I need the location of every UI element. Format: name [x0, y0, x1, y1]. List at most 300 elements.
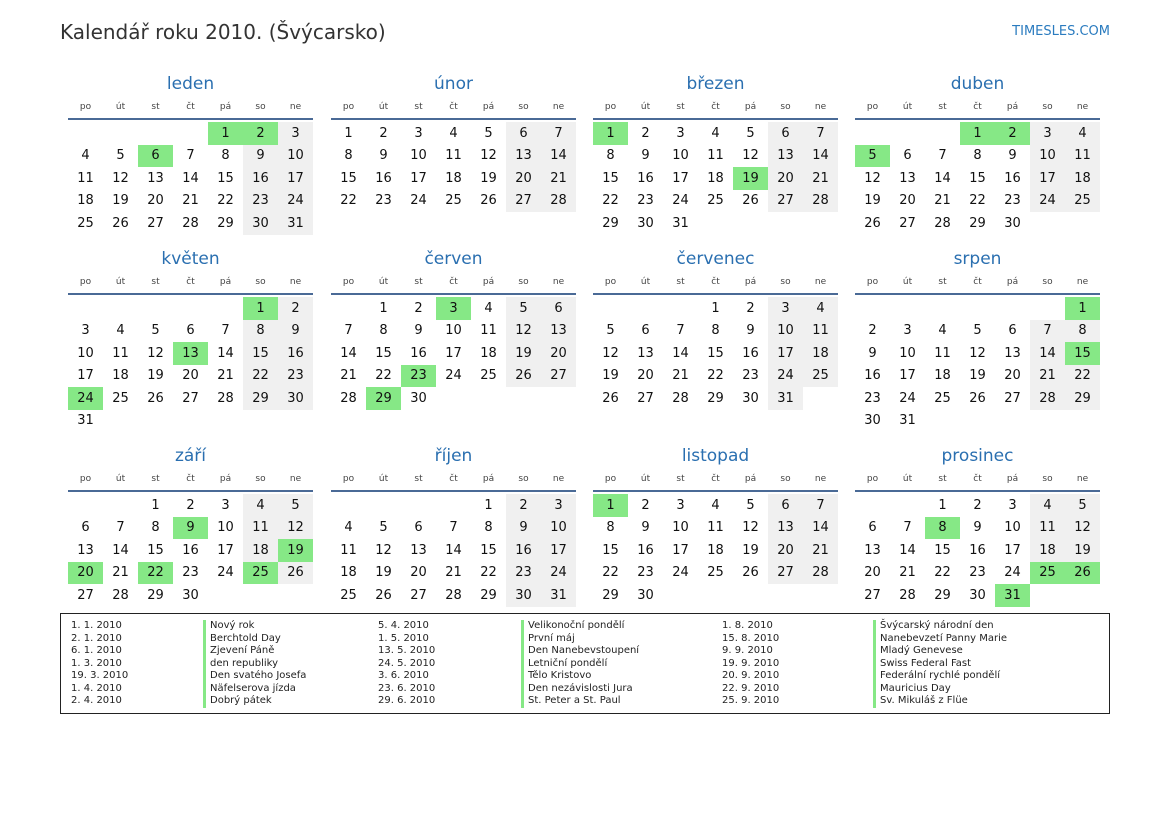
weekday-label: pá: [482, 102, 495, 112]
day-cell: 25: [707, 565, 724, 581]
day-cell: 27: [864, 587, 881, 603]
day-cell: 3: [1008, 497, 1017, 513]
day-cell: 13: [768, 145, 803, 168]
empty-cell: [855, 122, 890, 145]
empty-cell: [890, 122, 925, 145]
holiday-date: 1. 5. 2010: [378, 632, 429, 644]
weekday-label: so: [780, 102, 791, 112]
day-cell: 27: [899, 215, 916, 231]
empty-cell: [628, 297, 663, 320]
empty-cell: [331, 297, 366, 320]
holiday-name: Sv. Mikuláš z Flüe: [873, 695, 1007, 708]
weekday-header: [68, 271, 313, 295]
empty-cell: [995, 297, 1030, 320]
holiday-date: 5. 4. 2010: [378, 620, 429, 631]
day-cell: 23: [243, 190, 278, 213]
weekday-label: út: [378, 474, 389, 484]
day-cell: 6: [81, 520, 90, 536]
month-2: [331, 73, 576, 212]
month-name: prosinec: [941, 446, 1014, 466]
day-cell: 6: [768, 494, 803, 517]
empty-cell: [593, 297, 628, 320]
day-cell: 19: [742, 542, 759, 558]
weekday-label: út: [115, 474, 126, 484]
weekday-label: pá: [219, 102, 232, 112]
day-cell: 2: [414, 300, 423, 316]
holiday-date: 2. 4. 2010: [71, 695, 122, 706]
day-cell: 12: [506, 320, 541, 343]
legend-names-col-3: [873, 620, 1007, 708]
holiday-name: Den svatého Josefa: [203, 670, 306, 683]
holiday-day-cell: 1: [1065, 297, 1100, 320]
day-cell: 31: [672, 215, 689, 231]
day-cell: 17: [672, 542, 689, 558]
weekday-label: út: [902, 277, 913, 287]
day-cell: 19: [1065, 539, 1100, 562]
weekday-label: st: [938, 277, 947, 287]
day-cell: 5: [606, 323, 615, 339]
holiday-day-cell: 2: [243, 122, 278, 145]
day-cell: 3: [278, 122, 313, 145]
day-cell: 10: [899, 345, 916, 361]
day-cell: 3: [768, 297, 803, 320]
day-cell: 2: [641, 497, 650, 513]
day-cell: 4: [803, 297, 838, 320]
day-cell: 6: [903, 148, 912, 164]
empty-cell: [138, 122, 173, 145]
day-cell: 28: [445, 587, 462, 603]
day-cell: 24: [278, 190, 313, 213]
weekday-label: po: [79, 277, 92, 287]
day-cell: 15: [707, 345, 724, 361]
weekday-label: so: [1042, 102, 1053, 112]
day-cell: 24: [768, 365, 803, 388]
day-cell: 23: [969, 565, 986, 581]
day-cell: 3: [541, 494, 576, 517]
month-name: červenec: [676, 249, 755, 269]
month-name: říjen: [434, 446, 473, 466]
day-cell: 18: [934, 368, 951, 384]
holiday-day-cell: 3: [436, 297, 471, 320]
day-cell: 18: [445, 170, 462, 186]
day-cell: 4: [116, 323, 125, 339]
day-cell: 7: [186, 148, 195, 164]
day-cell: 31: [541, 584, 576, 607]
site-link[interactable]: TIMESLES.COM: [1012, 24, 1110, 39]
day-cell: 26: [742, 193, 759, 209]
day-grid: [593, 494, 838, 607]
day-cell: 5: [484, 125, 493, 141]
holiday-date: 22. 9. 2010: [722, 682, 780, 694]
day-cell: 28: [803, 562, 838, 585]
weekday-label: po: [866, 277, 879, 287]
day-cell: 16: [182, 542, 199, 558]
day-cell: 4: [1065, 122, 1100, 145]
day-grid: [593, 297, 838, 410]
weekday-header: [593, 468, 838, 492]
day-cell: 28: [803, 190, 838, 213]
day-cell: 14: [803, 517, 838, 540]
day-cell: 8: [973, 148, 982, 164]
day-cell: 13: [768, 517, 803, 540]
month-6: [331, 248, 576, 410]
month-name: červen: [424, 249, 483, 269]
legend-dates-col-1: [71, 620, 128, 708]
day-cell: 12: [480, 148, 497, 164]
day-cell: 15: [243, 342, 278, 365]
day-cell: 3: [1030, 122, 1065, 145]
day-cell: 26: [506, 365, 541, 388]
day-cell: 24: [445, 368, 462, 384]
month-5: [68, 248, 313, 432]
day-cell: 8: [711, 323, 720, 339]
day-cell: 1: [938, 497, 947, 513]
day-cell: 12: [147, 345, 164, 361]
day-cell: 21: [1030, 365, 1065, 388]
day-cell: 27: [182, 390, 199, 406]
weekday-label: ne: [552, 277, 565, 287]
day-cell: 4: [711, 125, 720, 141]
weekday-header: [331, 96, 576, 120]
day-cell: 26: [969, 390, 986, 406]
holiday-date: 19. 9. 2010: [722, 657, 780, 669]
day-cell: 8: [151, 520, 160, 536]
day-cell: 31: [899, 413, 916, 429]
day-cell: 18: [77, 193, 94, 209]
holiday-name: Swiss Federal Fast: [873, 658, 1007, 671]
day-cell: 24: [541, 562, 576, 585]
empty-cell: [925, 122, 960, 145]
holiday-name: den republiky: [203, 658, 306, 671]
weekday-label: po: [604, 277, 617, 287]
day-cell: 14: [541, 145, 576, 168]
day-cell: 27: [1004, 390, 1021, 406]
weekday-label: st: [151, 102, 160, 112]
day-cell: 17: [217, 542, 234, 558]
day-cell: 16: [969, 542, 986, 558]
holiday-day-cell: 9: [173, 517, 208, 540]
holiday-name: Berchtold Day: [203, 633, 306, 646]
day-grid: [593, 122, 838, 235]
weekday-label: po: [342, 102, 355, 112]
holiday-name: Den Nanebevstoupení: [521, 645, 639, 658]
day-cell: 22: [707, 368, 724, 384]
day-cell: 7: [344, 323, 353, 339]
day-cell: 2: [641, 125, 650, 141]
page-title: Kalendář roku 2010. (Švýcarsko): [60, 20, 386, 44]
day-cell: 10: [541, 517, 576, 540]
holiday-day-cell: 29: [366, 387, 401, 410]
holiday-date: 2. 1. 2010: [71, 632, 122, 644]
weekday-label: po: [604, 102, 617, 112]
weekday-label: pá: [219, 277, 232, 287]
day-cell: 3: [414, 125, 423, 141]
day-cell: 14: [672, 345, 689, 361]
weekday-header: [593, 271, 838, 295]
day-cell: 11: [934, 345, 951, 361]
day-cell: 26: [278, 562, 313, 585]
day-cell: 16: [637, 542, 654, 558]
day-cell: 27: [410, 587, 427, 603]
day-cell: 6: [414, 520, 423, 536]
holiday-name: St. Peter a St. Paul: [521, 695, 639, 708]
holiday-day-cell: 22: [138, 562, 173, 585]
weekday-label: čt: [186, 474, 195, 484]
day-cell: 17: [77, 368, 94, 384]
weekday-label: ne: [814, 102, 827, 112]
day-cell: 16: [243, 167, 278, 190]
day-cell: 12: [278, 517, 313, 540]
day-cell: 12: [375, 542, 392, 558]
day-cell: 19: [506, 342, 541, 365]
holiday-day-cell: 25: [243, 562, 278, 585]
day-cell: 29: [969, 215, 986, 231]
holiday-day-cell: 1: [593, 122, 628, 145]
day-cell: 4: [938, 323, 947, 339]
day-cell: 19: [864, 193, 881, 209]
day-cell: 25: [340, 587, 357, 603]
holiday-day-cell: 19: [733, 167, 768, 190]
day-grid: [68, 122, 313, 235]
month-name: únor: [434, 74, 473, 94]
holiday-day-cell: 19: [278, 539, 313, 562]
day-cell: 11: [480, 323, 497, 339]
day-cell: 30: [742, 390, 759, 406]
month-10: [331, 445, 576, 607]
day-cell: 23: [637, 565, 654, 581]
empty-cell: [401, 494, 436, 517]
day-cell: 5: [278, 494, 313, 517]
day-cell: 28: [672, 390, 689, 406]
day-cell: 30: [182, 587, 199, 603]
day-cell: 18: [707, 542, 724, 558]
day-cell: 15: [969, 170, 986, 186]
day-cell: 20: [864, 565, 881, 581]
day-cell: 21: [217, 368, 234, 384]
day-cell: 19: [147, 368, 164, 384]
day-cell: 9: [868, 345, 877, 361]
day-cell: 5: [746, 125, 755, 141]
day-cell: 7: [803, 122, 838, 145]
day-cell: 15: [340, 170, 357, 186]
day-cell: 12: [602, 345, 619, 361]
weekday-label: st: [676, 474, 685, 484]
day-cell: 27: [768, 190, 803, 213]
weekday-label: út: [378, 102, 389, 112]
day-cell: 25: [480, 368, 497, 384]
day-cell: 2: [868, 323, 877, 339]
day-cell: 11: [1030, 517, 1065, 540]
holiday-name: Velikonoční pondělí: [521, 620, 639, 633]
weekday-label: ne: [1076, 102, 1089, 112]
day-grid: [68, 297, 313, 432]
day-cell: 20: [182, 368, 199, 384]
weekday-label: ne: [289, 277, 302, 287]
day-cell: 14: [217, 345, 234, 361]
day-cell: 1: [344, 125, 353, 141]
day-cell: 8: [221, 148, 230, 164]
day-cell: 16: [742, 345, 759, 361]
holiday-name: Näfelserova jízda: [203, 683, 306, 696]
day-cell: 15: [602, 170, 619, 186]
weekday-label: po: [342, 474, 355, 484]
day-cell: 8: [484, 520, 493, 536]
day-cell: 25: [934, 390, 951, 406]
day-cell: 9: [746, 323, 755, 339]
day-cell: 14: [112, 542, 129, 558]
weekday-label: so: [518, 474, 529, 484]
weekday-header: [855, 96, 1100, 120]
day-cell: 21: [445, 565, 462, 581]
holiday-day-cell: 2: [995, 122, 1030, 145]
day-cell: 3: [221, 497, 230, 513]
day-cell: 26: [375, 587, 392, 603]
month-name: listopad: [681, 446, 750, 466]
day-cell: 12: [969, 345, 986, 361]
day-cell: 29: [147, 587, 164, 603]
day-cell: 21: [541, 167, 576, 190]
day-cell: 1: [484, 497, 493, 513]
day-cell: 16: [637, 170, 654, 186]
day-cell: 22: [480, 565, 497, 581]
day-cell: 13: [541, 320, 576, 343]
day-cell: 27: [147, 215, 164, 231]
day-cell: 30: [864, 413, 881, 429]
day-cell: 25: [1065, 190, 1100, 213]
day-cell: 10: [217, 520, 234, 536]
day-cell: 28: [340, 390, 357, 406]
day-cell: 16: [375, 170, 392, 186]
empty-cell: [103, 122, 138, 145]
holiday-name: Zjevení Páně: [203, 645, 306, 658]
holiday-day-cell: 6: [138, 145, 173, 168]
empty-cell: [68, 297, 103, 320]
weekday-label: so: [1042, 277, 1053, 287]
month-4: [855, 73, 1100, 235]
weekday-label: po: [604, 474, 617, 484]
empty-cell: [103, 297, 138, 320]
legend-names-col-1: [203, 620, 306, 708]
holiday-name: První máj: [521, 633, 639, 646]
day-cell: 29: [707, 390, 724, 406]
day-cell: 26: [864, 215, 881, 231]
day-cell: 24: [672, 565, 689, 581]
day-cell: 19: [112, 193, 129, 209]
day-cell: 9: [278, 320, 313, 343]
holiday-date: 24. 5. 2010: [378, 657, 436, 669]
weekday-label: ne: [552, 474, 565, 484]
day-cell: 8: [379, 323, 388, 339]
day-cell: 10: [445, 323, 462, 339]
empty-cell: [366, 494, 401, 517]
day-cell: 15: [602, 542, 619, 558]
day-cell: 5: [1065, 494, 1100, 517]
month-1: [68, 73, 313, 235]
day-cell: 16: [410, 345, 427, 361]
day-cell: 3: [903, 323, 912, 339]
weekday-label: čt: [711, 102, 720, 112]
holiday-date: 20. 9. 2010: [722, 670, 780, 681]
holiday-date: 1. 1. 2010: [71, 620, 122, 631]
weekday-label: út: [115, 102, 126, 112]
day-cell: 18: [803, 342, 838, 365]
day-cell: 13: [899, 170, 916, 186]
day-cell: 20: [768, 539, 803, 562]
weekday-label: pá: [1006, 102, 1019, 112]
day-cell: 2: [186, 497, 195, 513]
day-cell: 6: [641, 323, 650, 339]
weekday-label: so: [780, 277, 791, 287]
weekday-label: čt: [711, 277, 720, 287]
empty-cell: [68, 494, 103, 517]
day-cell: 4: [484, 300, 493, 316]
day-cell: 24: [1004, 565, 1021, 581]
empty-cell: [855, 297, 890, 320]
day-cell: 4: [81, 148, 90, 164]
empty-cell: [103, 494, 138, 517]
day-cell: 4: [344, 520, 353, 536]
day-grid: [855, 122, 1100, 235]
day-cell: 2: [746, 300, 755, 316]
day-cell: 10: [768, 320, 803, 343]
day-grid: [855, 297, 1100, 432]
weekday-label: pá: [219, 474, 232, 484]
empty-cell: [68, 122, 103, 145]
day-cell: 8: [606, 148, 615, 164]
weekday-label: so: [780, 474, 791, 484]
day-cell: 9: [414, 323, 423, 339]
day-cell: 22: [375, 368, 392, 384]
weekday-label: po: [79, 474, 92, 484]
day-cell: 3: [676, 125, 685, 141]
day-cell: 8: [1065, 320, 1100, 343]
day-cell: 22: [217, 193, 234, 209]
weekday-label: pá: [744, 102, 757, 112]
month-name: duben: [950, 74, 1005, 94]
day-cell: 31: [77, 413, 94, 429]
holiday-date: 19. 3. 2010: [71, 670, 129, 681]
day-cell: 17: [899, 368, 916, 384]
day-cell: 15: [375, 345, 392, 361]
day-cell: 11: [1065, 145, 1100, 168]
month-name: září: [174, 446, 207, 466]
weekday-label: so: [255, 277, 266, 287]
day-cell: 24: [672, 193, 689, 209]
day-cell: 30: [637, 215, 654, 231]
empty-cell: [436, 494, 471, 517]
month-name: březen: [686, 74, 745, 94]
day-cell: 29: [480, 587, 497, 603]
day-cell: 21: [934, 193, 951, 209]
day-cell: 25: [445, 193, 462, 209]
holiday-name: Mladý Genevese: [873, 645, 1007, 658]
day-cell: 11: [445, 148, 462, 164]
day-cell: 30: [410, 390, 427, 406]
weekday-header: [855, 271, 1100, 295]
day-cell: 3: [676, 497, 685, 513]
day-cell: 10: [278, 145, 313, 168]
empty-cell: [890, 297, 925, 320]
empty-cell: [173, 297, 208, 320]
day-cell: 14: [803, 145, 838, 168]
day-cell: 22: [969, 193, 986, 209]
day-cell: 26: [147, 390, 164, 406]
day-cell: 19: [969, 368, 986, 384]
day-cell: 13: [637, 345, 654, 361]
holiday-name: Tělo Kristovo: [521, 670, 639, 683]
holiday-name: Federální rychlé pondělí: [873, 670, 1007, 683]
day-cell: 28: [934, 215, 951, 231]
